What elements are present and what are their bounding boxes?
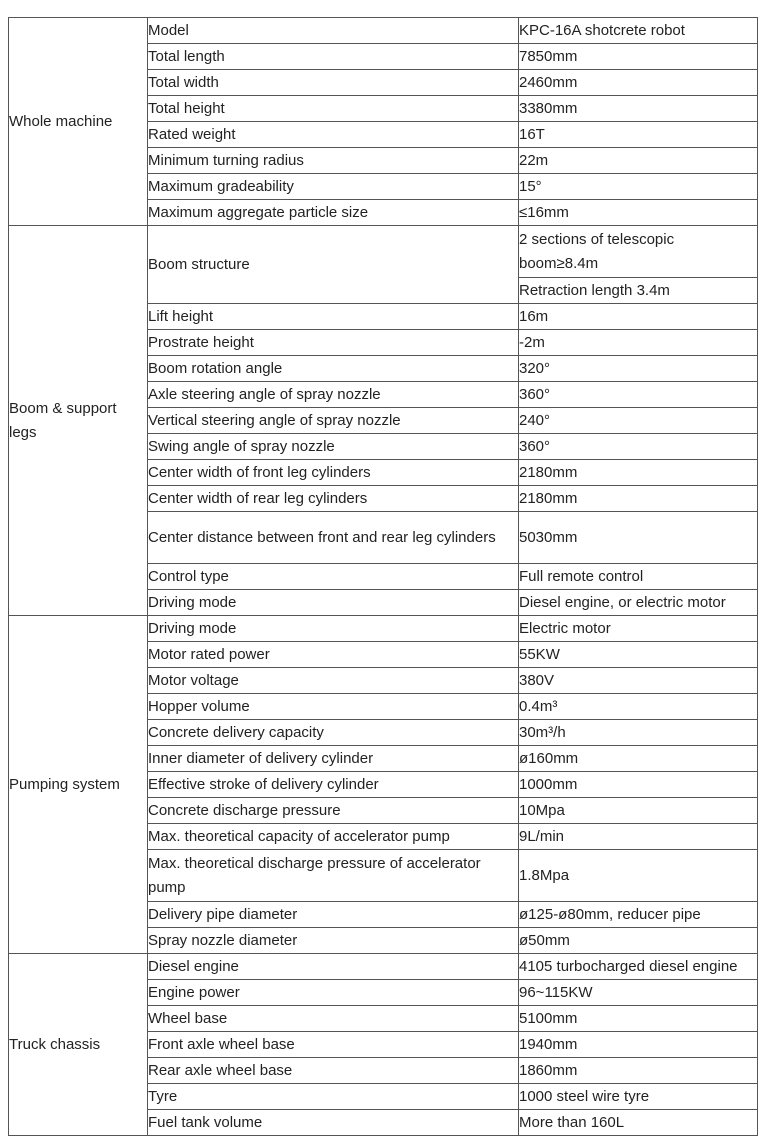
spec-value: 360° <box>519 382 758 408</box>
spec-label: Motor rated power <box>148 642 519 668</box>
spec-label: Maximum gradeability <box>148 174 519 200</box>
table-row <box>9 616 758 642</box>
spec-value: 16m <box>519 304 758 330</box>
spec-label: Front axle wheel base <box>148 1032 519 1058</box>
spec-label: Total height <box>148 96 519 122</box>
spec-label: Minimum turning radius <box>148 148 519 174</box>
spec-label: Tyre <box>148 1084 519 1110</box>
spec-label: Boom structure <box>148 226 519 304</box>
spec-label: Swing angle of spray nozzle <box>148 434 519 460</box>
spec-value: Electric motor <box>519 616 758 642</box>
spec-label: Boom rotation angle <box>148 356 519 382</box>
spec-value: 9L/min <box>519 824 758 850</box>
spec-label: Effective stroke of delivery cylinder <box>148 772 519 798</box>
spec-label: Max. theoretical capacity of accelerator pump <box>148 824 519 850</box>
spec-value: 5030mm <box>519 512 758 564</box>
spec-value: 320° <box>519 356 758 382</box>
spec-value: 15° <box>519 174 758 200</box>
spec-value: Full remote control <box>519 564 758 590</box>
spec-label: Rear axle wheel base <box>148 1058 519 1084</box>
spec-value: -2m <box>519 330 758 356</box>
spec-value: 1.8Mpa <box>519 850 758 902</box>
section-title: Whole machine <box>9 18 148 226</box>
spec-value: 240° <box>519 408 758 434</box>
spec-value: ø125-ø80mm, reducer pipe <box>519 902 758 928</box>
table-row <box>9 954 758 980</box>
spec-value: 1000mm <box>519 772 758 798</box>
spec-value: 2460mm <box>519 70 758 96</box>
spec-label: Total width <box>148 70 519 96</box>
spec-label: Concrete discharge pressure <box>148 798 519 824</box>
spec-value: 3380mm <box>519 96 758 122</box>
spec-label: Wheel base <box>148 1006 519 1032</box>
spec-value: 30m³/h <box>519 720 758 746</box>
spec-label: Driving mode <box>148 616 519 642</box>
spec-label: Maximum aggregate particle size <box>148 200 519 226</box>
spec-value: ø160mm <box>519 746 758 772</box>
spec-value: 4105 turbocharged diesel engine <box>519 954 758 980</box>
spec-value: Diesel engine, or electric motor <box>519 590 758 616</box>
spec-value: 5100mm <box>519 1006 758 1032</box>
spec-label: Diesel engine <box>148 954 519 980</box>
spec-value: 1940mm <box>519 1032 758 1058</box>
section-title: Pumping system <box>9 616 148 954</box>
spec-label: Max. theoretical discharge pressure of accelerator pump <box>148 850 519 902</box>
spec-value: ø50mm <box>519 928 758 954</box>
spec-table <box>8 17 758 1136</box>
spec-label: Model <box>148 18 519 44</box>
spec-value: Retraction length 3.4m <box>519 278 758 304</box>
spec-label: Hopper volume <box>148 694 519 720</box>
spec-value: 1000 steel wire tyre <box>519 1084 758 1110</box>
spec-label: Prostrate height <box>148 330 519 356</box>
spec-value: 10Mpa <box>519 798 758 824</box>
spec-value: More than 160L <box>519 1110 758 1136</box>
spec-label: Vertical steering angle of spray nozzle <box>148 408 519 434</box>
spec-table-body <box>9 18 758 1136</box>
section-title: Boom & support legs <box>9 226 148 616</box>
spec-label: Center width of rear leg cylinders <box>148 486 519 512</box>
spec-label: Total length <box>148 44 519 70</box>
spec-label: Center distance between front and rear leg cylinders <box>148 512 519 564</box>
spec-label: Control type <box>148 564 519 590</box>
spec-value: ≤16mm <box>519 200 758 226</box>
spec-label: Engine power <box>148 980 519 1006</box>
spec-value: 16T <box>519 122 758 148</box>
spec-value: 55KW <box>519 642 758 668</box>
spec-value: 0.4m³ <box>519 694 758 720</box>
spec-label: Fuel tank volume <box>148 1110 519 1136</box>
table-row <box>9 226 758 278</box>
spec-label: Rated weight <box>148 122 519 148</box>
spec-label: Axle steering angle of spray nozzle <box>148 382 519 408</box>
spec-value: 2 sections of telescopic boom≥8.4m <box>519 226 758 278</box>
spec-value: 96~115KW <box>519 980 758 1006</box>
spec-value: 7850mm <box>519 44 758 70</box>
spec-label: Spray nozzle diameter <box>148 928 519 954</box>
table-row <box>9 18 758 44</box>
section-title: Truck chassis <box>9 954 148 1136</box>
spec-label: Delivery pipe diameter <box>148 902 519 928</box>
spec-label: Motor voltage <box>148 668 519 694</box>
spec-value: 2180mm <box>519 460 758 486</box>
spec-value: 22m <box>519 148 758 174</box>
spec-label: Lift height <box>148 304 519 330</box>
spec-label: Center width of front leg cylinders <box>148 460 519 486</box>
spec-value: 360° <box>519 434 758 460</box>
spec-label: Concrete delivery capacity <box>148 720 519 746</box>
spec-label: Driving mode <box>148 590 519 616</box>
spec-label: Inner diameter of delivery cylinder <box>148 746 519 772</box>
spec-value: 380V <box>519 668 758 694</box>
spec-value: 2180mm <box>519 486 758 512</box>
spec-value: 1860mm <box>519 1058 758 1084</box>
spec-value: KPC-16A shotcrete robot <box>519 18 758 44</box>
